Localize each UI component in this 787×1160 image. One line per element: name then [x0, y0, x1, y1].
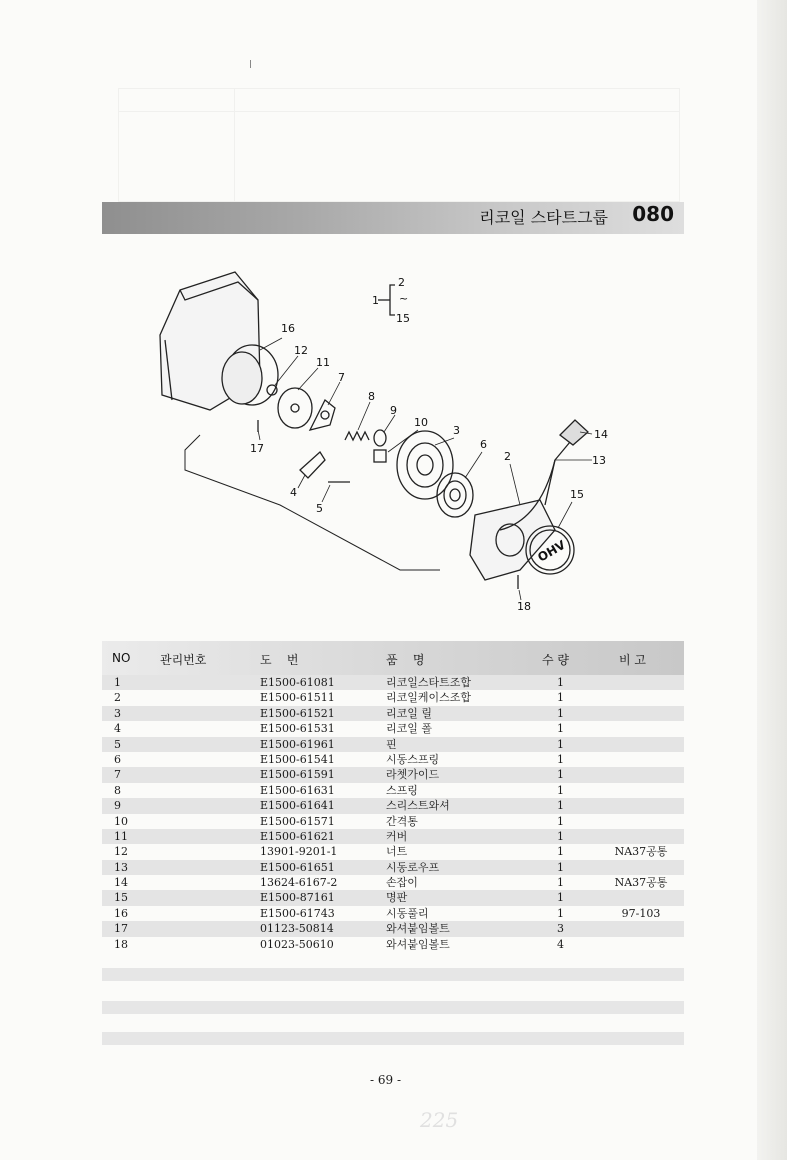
- cell-quantity: 4: [557, 937, 564, 951]
- table-row: [102, 860, 684, 875]
- cell-part-name: 와셔붙임볼트: [386, 922, 450, 936]
- callout-8: 8: [368, 390, 375, 403]
- callout-10: 10: [414, 416, 428, 429]
- scan-mark: [250, 60, 251, 68]
- show-through-table: [118, 88, 680, 202]
- cell-no: 6: [114, 752, 121, 766]
- cell-quantity: 1: [557, 706, 564, 720]
- cell-drawing-no: 01123-50814: [260, 922, 334, 936]
- table-body: [102, 675, 684, 952]
- ohv-emblem: OHV: [535, 537, 568, 565]
- page-number: - 69 -: [370, 1073, 402, 1087]
- table-row: [102, 721, 684, 736]
- cell-part-name: 핀: [386, 737, 397, 751]
- cell-quantity: 1: [557, 906, 564, 920]
- cell-drawing-no: E1500-61621: [260, 829, 335, 843]
- cell-part-name: 시동로우프: [386, 860, 440, 874]
- cell-quantity: 1: [557, 676, 564, 689]
- cell-no: 8: [114, 783, 121, 797]
- callout-5: 5: [316, 502, 323, 515]
- cell-no: 10: [114, 814, 128, 828]
- cell-part-name: 손잡이: [386, 876, 418, 890]
- cell-part-name: 시동스프링: [386, 752, 440, 766]
- cell-no: 3: [114, 706, 121, 720]
- cell-part-name: 와셔붙임볼트: [386, 937, 450, 951]
- callout-14: 14: [594, 428, 608, 441]
- cell-drawing-no: E1500-61531: [260, 722, 335, 736]
- cell-no: 4: [114, 722, 121, 736]
- cell-no: 11: [114, 829, 128, 843]
- cell-quantity: 1: [557, 876, 564, 890]
- table-row: [102, 675, 684, 690]
- cell-quantity: 1: [557, 814, 564, 828]
- table-row: [102, 906, 684, 921]
- cell-part-name: 리코일 폴: [386, 722, 433, 736]
- callout-2-top: 2: [398, 276, 405, 289]
- table-row: [102, 783, 684, 798]
- callout-2: 2: [504, 450, 511, 463]
- empty-row-band: [102, 968, 684, 981]
- callout-18: 18: [517, 600, 531, 613]
- col-part-name: 품 명: [386, 653, 425, 667]
- cell-quantity: 1: [557, 691, 564, 705]
- cell-no: 13: [114, 860, 128, 874]
- table-row: [102, 829, 684, 844]
- col-quantity: 수 량: [542, 653, 569, 667]
- cell-quantity: 1: [557, 845, 564, 859]
- cell-quantity: 3: [557, 922, 564, 936]
- cell-no: 12: [114, 845, 128, 859]
- cell-drawing-no: 13901-9201-1: [260, 845, 338, 859]
- callout-9: 9: [390, 404, 397, 417]
- callout-4: 4: [290, 486, 297, 499]
- table-row: [102, 921, 684, 936]
- cell-quantity: 1: [557, 737, 564, 751]
- cell-part-name: 스리스트와셔: [386, 799, 450, 813]
- col-remarks: 비 고: [619, 653, 646, 667]
- cell-quantity: 1: [557, 722, 564, 736]
- table-header: [102, 641, 684, 675]
- cell-drawing-no: E1500-61081: [260, 676, 335, 689]
- callout-15: 15: [570, 488, 584, 501]
- callout-6: 6: [480, 438, 487, 451]
- cell-drawing-no: 01023-50610: [260, 937, 334, 951]
- cell-quantity: 1: [557, 860, 564, 874]
- cell-no: 14: [114, 876, 128, 890]
- table-row: [102, 706, 684, 721]
- cell-quantity: 1: [557, 768, 564, 782]
- cell-part-name: 리코일케이스조합: [386, 691, 472, 705]
- cell-remarks: NA37공통: [614, 876, 668, 890]
- cell-drawing-no: E1500-61571: [260, 814, 335, 828]
- cell-part-name: 명판: [386, 891, 408, 905]
- cell-no: 2: [114, 691, 121, 705]
- cell-quantity: 1: [557, 829, 564, 843]
- cell-remarks: 97-103: [621, 906, 661, 920]
- col-management-no: 관리번호: [160, 653, 207, 667]
- table-row: [102, 752, 684, 767]
- table-row: [102, 767, 684, 782]
- callout-7: 7: [338, 371, 345, 384]
- cell-no: 7: [114, 768, 121, 782]
- table-row: [102, 875, 684, 890]
- callout-13: 13: [592, 454, 606, 467]
- cell-drawing-no: E1500-61743: [260, 906, 335, 920]
- exploded-parts-diagram: [140, 260, 660, 620]
- parts-table: [102, 641, 684, 952]
- cell-drawing-no: 13624-6167-2: [260, 876, 338, 890]
- cell-part-name: 스프링: [386, 783, 418, 797]
- cell-quantity: 1: [557, 799, 564, 813]
- callout-16: 16: [281, 322, 295, 335]
- cell-part-name: 너트: [386, 845, 408, 859]
- cell-drawing-no: E1500-61651: [260, 860, 335, 874]
- cell-part-name: 라쳇가이드: [386, 768, 440, 782]
- table-row: [102, 814, 684, 829]
- section-title: 리코일 스타트그룹: [479, 208, 608, 227]
- page-edge: [757, 0, 787, 1160]
- empty-row-band: [102, 1001, 684, 1014]
- col-no: NO: [112, 651, 131, 665]
- cell-part-name: 리코일스타트조합: [386, 676, 472, 689]
- table-row: [102, 798, 684, 813]
- cell-no: 18: [114, 937, 128, 951]
- cell-no: 17: [114, 922, 128, 936]
- cell-part-name: 리코일 릴: [386, 706, 433, 720]
- table-row: [102, 737, 684, 752]
- empty-row-band: [102, 1032, 684, 1045]
- cell-quantity: 1: [557, 891, 564, 905]
- cell-no: 1: [114, 676, 121, 689]
- cell-quantity: 1: [557, 752, 564, 766]
- cell-drawing-no: E1500-61961: [260, 737, 335, 751]
- callout-17: 17: [250, 442, 264, 455]
- cell-drawing-no: E1500-61521: [260, 706, 335, 720]
- table-row: [102, 937, 684, 952]
- cell-no: 5: [114, 737, 121, 751]
- table-row: [102, 844, 684, 859]
- table-row: [102, 890, 684, 905]
- cell-part-name: 시동풀리: [386, 906, 429, 920]
- callout-3: 3: [453, 424, 460, 437]
- cell-no: 9: [114, 799, 121, 813]
- table-row: [102, 690, 684, 705]
- cell-no: 16: [114, 906, 128, 920]
- section-code: 080: [632, 202, 674, 226]
- cell-no: 15: [114, 891, 128, 905]
- cell-part-name: 간격통: [386, 814, 418, 828]
- cell-quantity: 1: [557, 783, 564, 797]
- callout-range-tilde: ~: [399, 292, 409, 305]
- callout-11: 11: [316, 356, 330, 369]
- cell-drawing-no: E1500-61591: [260, 768, 335, 782]
- cell-drawing-no: E1500-61541: [260, 752, 335, 766]
- col-drawing-no: 도 번: [260, 653, 299, 667]
- cell-drawing-no: E1500-61631: [260, 783, 335, 797]
- section-banner: [102, 202, 684, 234]
- callout-1: 1: [372, 294, 379, 307]
- cell-drawing-no: E1500-61641: [260, 799, 335, 813]
- cell-drawing-no: E1500-61511: [260, 691, 335, 705]
- pencil-note: 225: [420, 1108, 459, 1132]
- callout-15-top: 15: [396, 312, 410, 325]
- cell-part-name: 커버: [386, 829, 408, 843]
- callout-12: 12: [294, 344, 308, 357]
- cell-remarks: NA37공통: [614, 845, 668, 859]
- cell-drawing-no: E1500-87161: [260, 891, 335, 905]
